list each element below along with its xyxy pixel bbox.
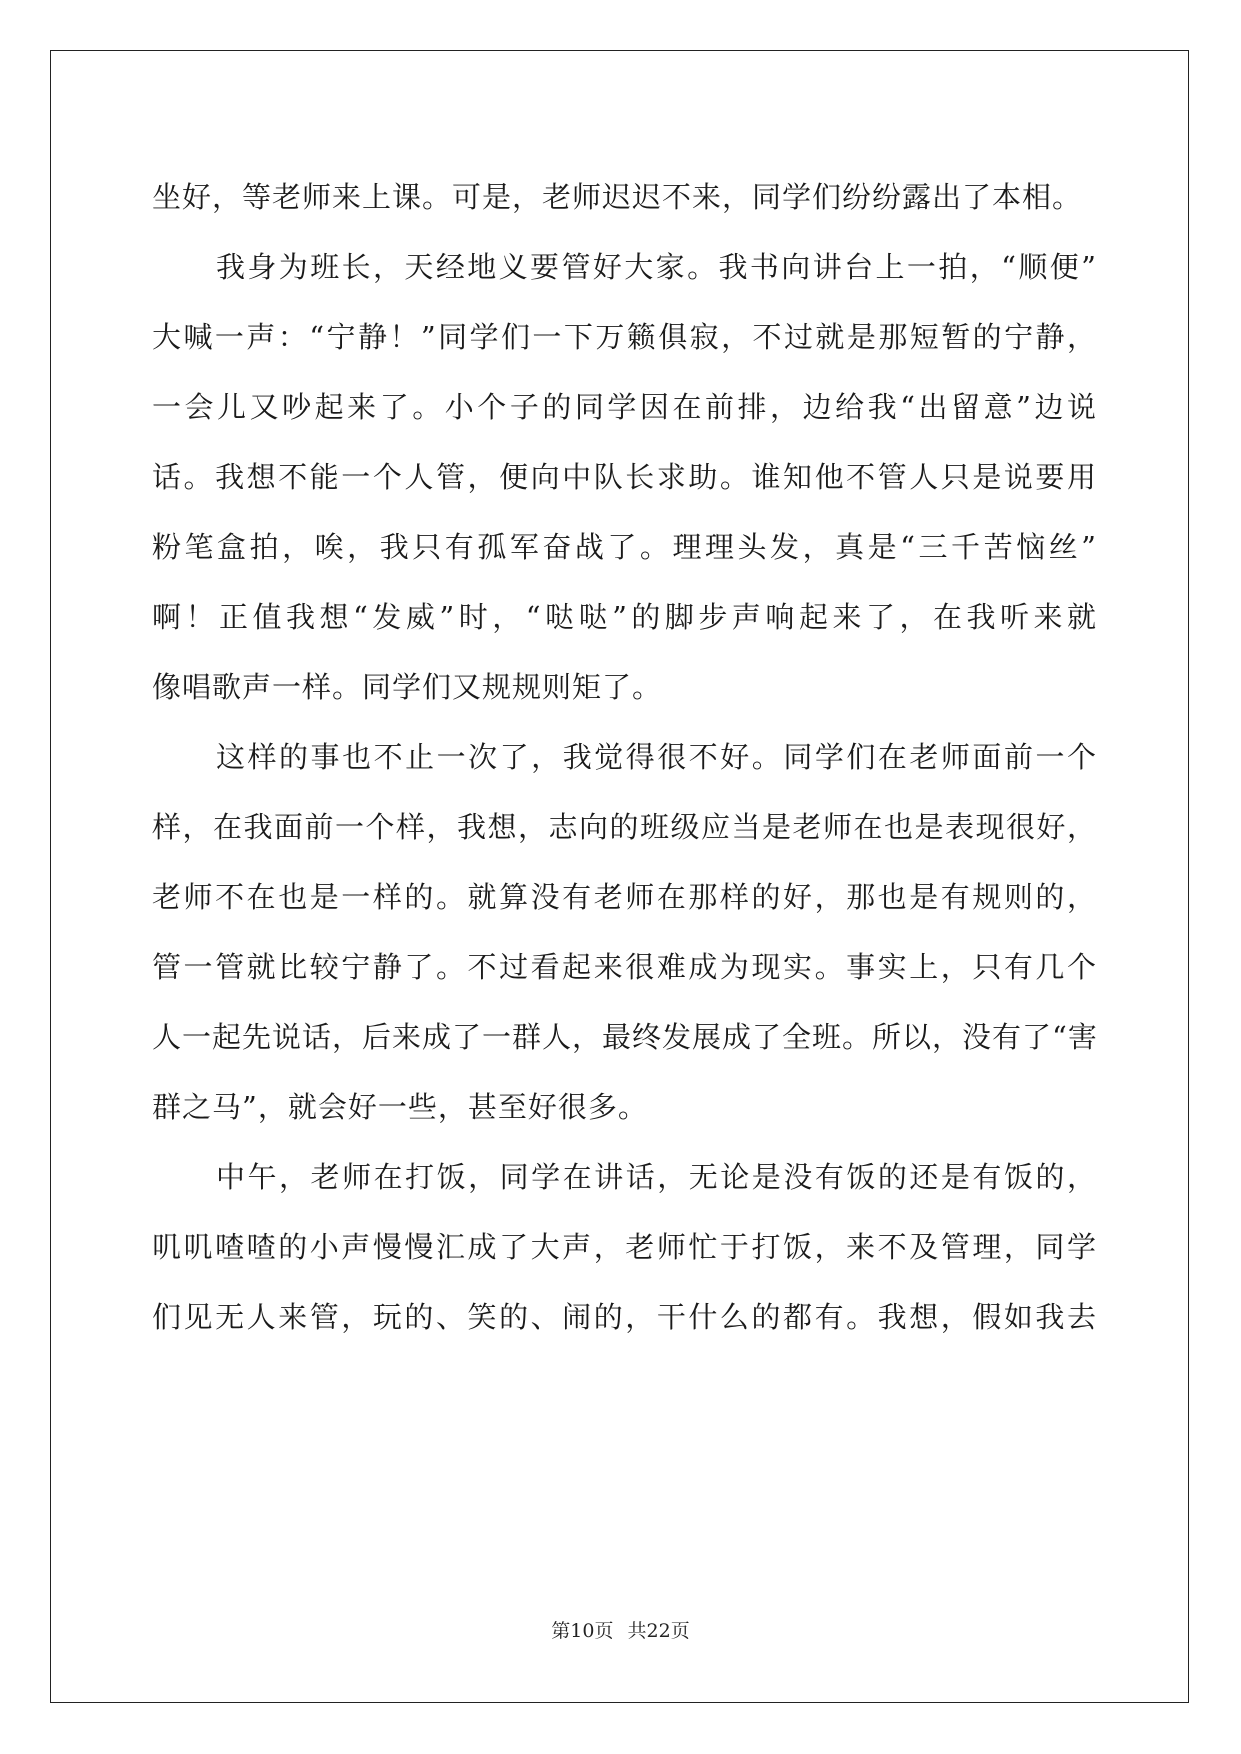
page-number: 第10页 [551,1620,614,1642]
page-total: 共22页 [627,1620,690,1642]
text-line: 啊！正值我想“发威”时，“哒哒”的脚步声响起来了，在我听来就 [152,600,1097,634]
document-body [152,162,1097,1352]
text-line: 像唱歌声一样。同学们又规规则矩了。 [152,670,663,704]
text-line: 坐好，等老师来上课。可是，老师迟迟不来，同学们纷纷露出了本相。 [152,180,1083,214]
text-line: 们见无人来管，玩的、笑的、闹的，干什么的都有。我想，假如我去 [152,1300,1097,1334]
text-line: 样，在我面前一个样，我想，志向的班级应当是老师在也是表现很好， [152,810,1097,844]
text-line: 人一起先说话，后来成了一群人，最终发展成了全班。所以，没有了“害 [152,1020,1098,1054]
page-footer [0,1616,1241,1643]
text-line: 粉笔盒拍，唉，我只有孤军奋战了。理理头发，真是“三千苦恼丝” [152,530,1097,564]
text-line: 一会儿又吵起来了。小个子的同学因在前排，边给我“出留意”边说 [152,390,1097,424]
text-line: 老师不在也是一样的。就算没有老师在那样的好，那也是有规则的， [152,880,1097,914]
text-line: 群之马”，就会好一些，甚至好很多。 [152,1090,648,1124]
text-line: 中午，老师在打饭，同学在讲话，无论是没有饭的还是有饭的， [216,1160,1097,1194]
text-line: 叽叽喳喳的小声慢慢汇成了大声，老师忙于打饭，来不及管理，同学 [152,1230,1097,1264]
text-line: 管一管就比较宁静了。不过看起来很难成为现实。事实上，只有几个 [152,950,1097,984]
text-line: 我身为班长，天经地义要管好大家。我书向讲台上一拍，“顺便” [216,250,1097,284]
text-line: 这样的事也不止一次了，我觉得很不好。同学们在老师面前一个 [216,740,1097,774]
text-line: 大喊一声：“宁静！”同学们一下万籁俱寂，不过就是那短暂的宁静， [152,320,1097,354]
text-line: 话。我想不能一个人管，便向中队长求助。谁知他不管人只是说要用 [152,460,1097,494]
